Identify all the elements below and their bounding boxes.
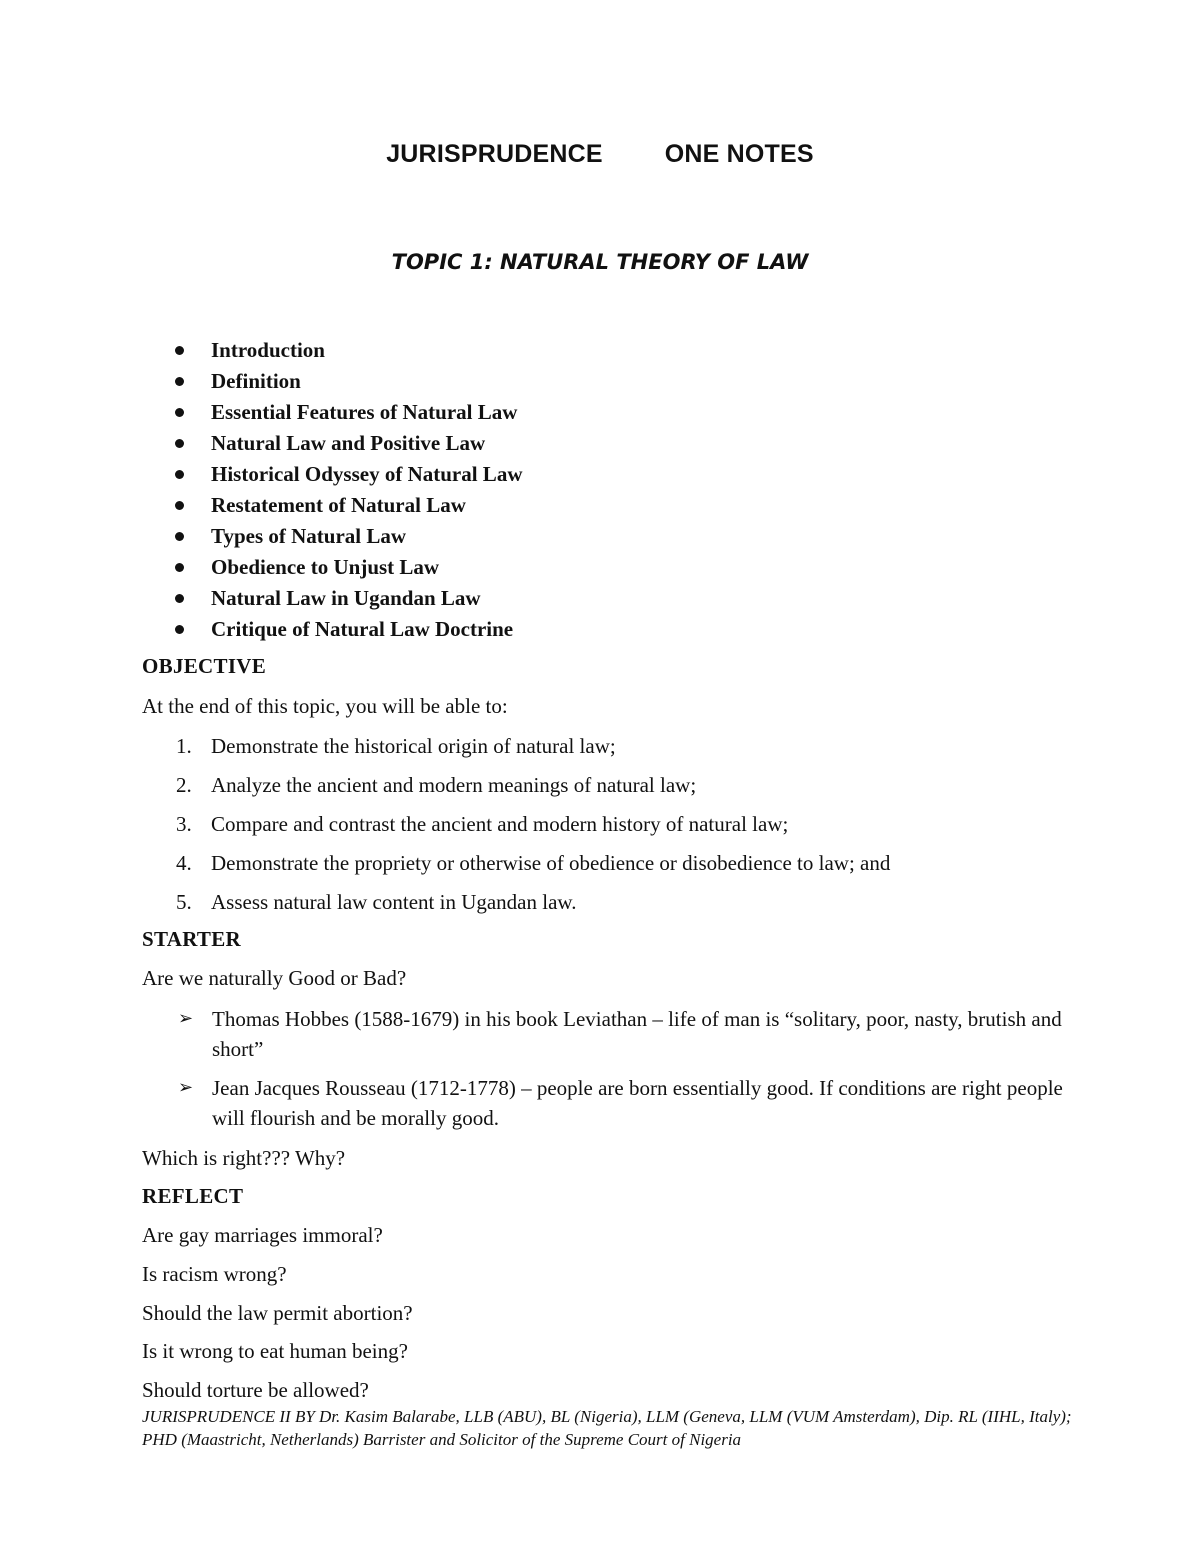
objective-item: 5. Assess natural law content in Ugandan law. <box>176 890 577 914</box>
bullet-icon <box>175 563 184 572</box>
starter-point: ➢ Thomas Hobbes (1588-1679) in his book Leviathan – life of man is “solitary, poor, nasty, brutish and short” <box>178 1004 1078 1064</box>
title-right: ONE NOTES <box>664 140 814 168</box>
starter-followup: Which is right??? Why? <box>142 1146 346 1170</box>
reflect-question: Are gay marriages immoral? <box>142 1223 383 1247</box>
bullet-icon <box>175 470 184 479</box>
bullet-icon <box>175 377 184 386</box>
bullet-icon <box>175 439 184 448</box>
outline-item: Essential Features of Natural Law <box>175 398 522 429</box>
starter-point: ➢ Jean Jacques Rousseau (1712-1778) – people are born essentially good. If conditions are right people will flourish and be morally good. <box>178 1073 1078 1133</box>
starter-heading: STARTER <box>142 927 241 951</box>
page-footer: JURISPRUDENCE II BY Dr. Kasim Balarabe, LLB (ABU), BL (Nigeria), LLM (Geneva, LLM (VUM Amsterdam), Dip. RL (IIHL, Italy); PHD (Maastricht, Netherlands) Barrister and Solicitor of the Supreme Court of Nigeria <box>142 1407 1072 1449</box>
arrow-bullet-icon: ➢ <box>178 1008 194 1029</box>
objective-item: 1. Demonstrate the historical origin of natural law; <box>176 734 616 758</box>
objective-item: 2. Analyze the ancient and modern meanings of natural law; <box>176 773 697 797</box>
reflect-question: Should the law permit abortion? <box>142 1301 413 1325</box>
reflect-question: Is it wrong to eat human being? <box>142 1339 408 1363</box>
document-title <box>0 140 1200 169</box>
starter-points <box>178 1004 1078 1142</box>
outline-item: Critique of Natural Law Doctrine <box>175 615 522 646</box>
bullet-icon <box>175 594 184 603</box>
objective-intro: At the end of this topic, you will be able to: <box>142 694 508 718</box>
bullet-icon <box>175 625 184 634</box>
outline-item: Obedience to Unjust Law <box>175 553 522 584</box>
starter-question: Are we naturally Good or Bad? <box>142 966 407 990</box>
objective-heading: OBJECTIVE <box>142 654 267 678</box>
objectives-list <box>142 732 890 927</box>
outline-item: Natural Law and Positive Law <box>175 429 522 460</box>
bullet-icon <box>175 532 184 541</box>
bullet-icon <box>175 408 184 417</box>
arrow-bullet-icon: ➢ <box>178 1077 194 1098</box>
outline-item: Natural Law in Ugandan Law <box>175 584 522 615</box>
title-left: JURISPRUDENCE <box>386 140 603 168</box>
outline-item: Introduction <box>175 336 522 367</box>
outline-list <box>175 336 522 646</box>
outline-item: Definition <box>175 367 522 398</box>
reflect-heading: REFLECT <box>142 1184 244 1208</box>
bullet-icon <box>175 501 184 510</box>
bullet-icon <box>175 346 184 355</box>
objective-item: 4. Demonstrate the propriety or otherwise of obedience or disobedience to law; and <box>176 851 891 875</box>
objective-item: 3. Compare and contrast the ancient and modern history of natural law; <box>176 812 789 836</box>
reflect-question: Should torture be allowed? <box>142 1378 369 1402</box>
outline-item: Restatement of Natural Law <box>175 491 522 522</box>
topic-heading: TOPIC 1: NATURAL THEORY OF LAW <box>391 250 809 274</box>
outline-item: Historical Odyssey of Natural Law <box>175 460 522 491</box>
reflect-question: Is racism wrong? <box>142 1262 287 1286</box>
outline-item: Types of Natural Law <box>175 522 522 553</box>
